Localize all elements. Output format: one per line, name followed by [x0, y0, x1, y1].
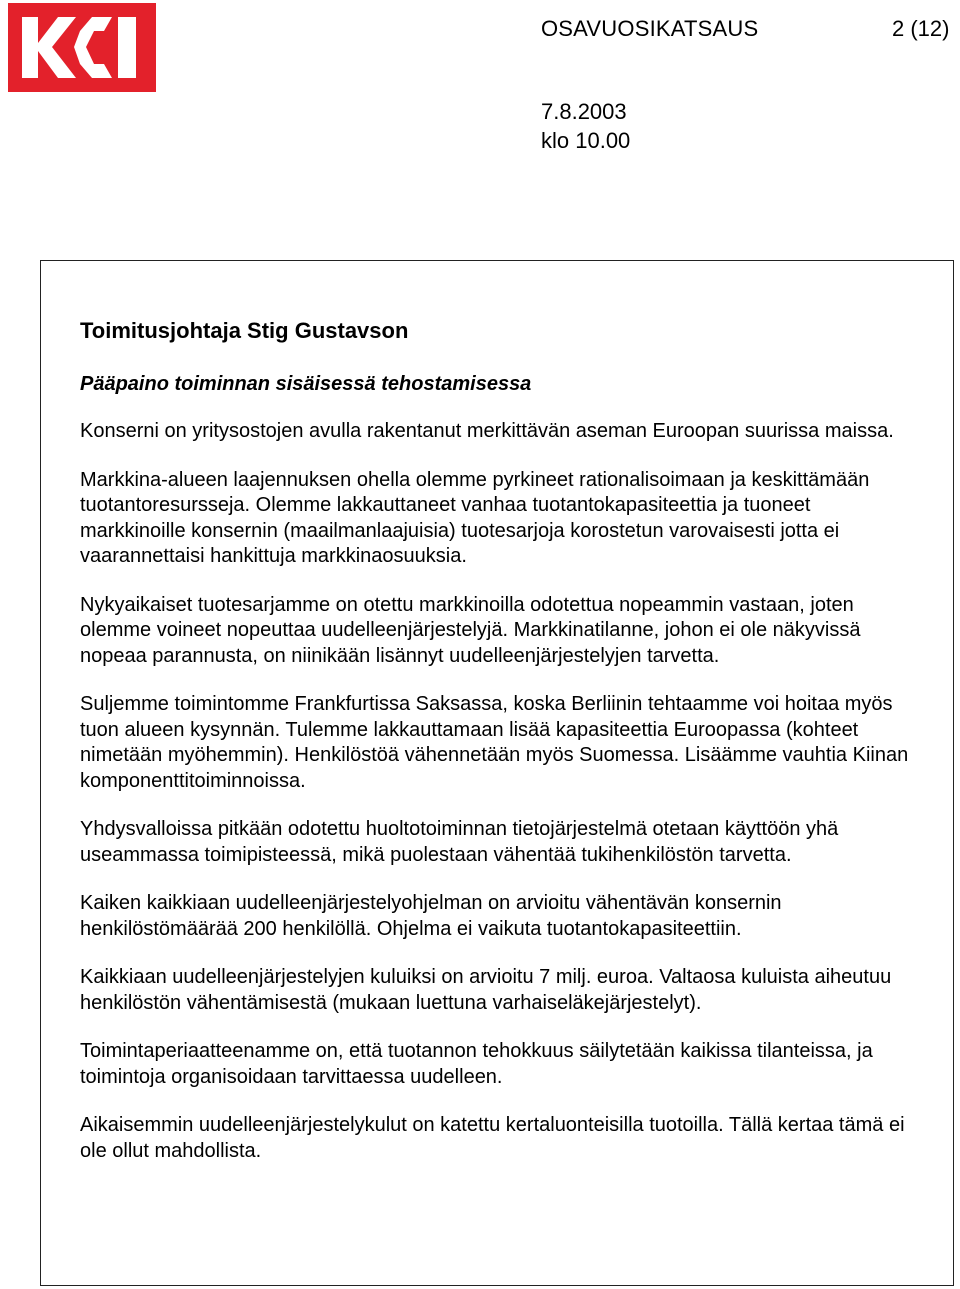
paragraph: Nykyaikaiset tuotesarjamme on otettu markkinoilla odotettua nopeammin vastaan, joten olemme voineet nopeuttaa uudelleenjärjestelyjä. Markkinatilanne, johon ei ole näkyvissä nopeaa parannusta, on niinikään lisännyt uudelleenjärjestelyjen tarvetta.: [80, 593, 861, 667]
paragraph: Konserni on yritysostojen avulla rakentanut merkittävän aseman Euroopan suurissa maissa.: [80, 420, 894, 442]
article-subheading: Pääpaino toiminnan sisäisessä tehostamisessa: [80, 373, 532, 395]
company-logo: [8, 3, 156, 92]
paragraph: Yhdysvalloissa pitkään odotettu huoltotoiminnan tietojärjestelmä otetaan käyttöön yhä useammassa toimipisteessä, mikä puolestaan vähentää tukihenkilöstön tarvetta.: [80, 818, 839, 866]
document-type-title: OSAVUOSIKATSAUS: [541, 16, 759, 41]
release-time: klo 10.00: [541, 128, 631, 153]
paragraph: Kaikkiaan uudelleenjärjestelyjen kuluiksi on arvioitu 7 milj. euroa. Valtaosa kuluista aiheutuu henkilöstön vähentämisestä (mukaan luettuna varhaiseläkejärjestelyt).: [80, 966, 892, 1014]
paragraph: Toimintaperiaatteenamme on, että tuotannon tehokkuus säilytetään kaikissa tilanteissa, ja toimintoja organisoidaan tarvittaessa uudelleen.: [80, 1040, 873, 1088]
paragraph: Kaiken kaikkiaan uudelleenjärjestelyohjelman on arvioitu vähentävän konsernin henkilöstömäärää 200 henkilöllä. Ohjelma ei vaikuta tuotantokapasiteettiin.: [80, 892, 782, 940]
article-body: [80, 317, 920, 1164]
paragraph: Markkina-alueen laajennuksen ohella olemme pyrkineet rationalisoimaan ja keskittämään tuotantoresursseja. Olemme lakkauttaneet vanhaa tuotantokapasiteettia ja tuoneet markkinoille konsernin (maailmanlaajuisia) tuotesarjoja korostetun varovaisesti jotta ei vaarannettaisi hankittuja markkinaosuuksia.: [80, 468, 870, 567]
page-number: 2 (12): [892, 16, 950, 41]
paragraph: Aikaisemmin uudelleenjärjestelykulut on katettu kertaluonteisilla tuotoilla. Tällä kertaa tämä ei ole ollut mahdollista.: [80, 1114, 905, 1162]
kci-logo-icon: [8, 3, 156, 92]
paragraph: Suljemme toimintomme Frankfurtissa Saksassa, koska Berliinin tehtaamme voi hoitaa myös tuon alueen kysynnän. Tulemme lakkauttamaan lisää kapasiteettia Euroopassa (kohteet nimetään myöhemmin). Henkilöstöä vähennetään myös Suomessa. Lisäämme vauhtia Kiinan komponenttitoiminnoissa.: [80, 693, 909, 792]
release-date: 7.8.2003: [541, 99, 627, 124]
article-heading: Toimitusjohtaja Stig Gustavson: [80, 318, 409, 343]
